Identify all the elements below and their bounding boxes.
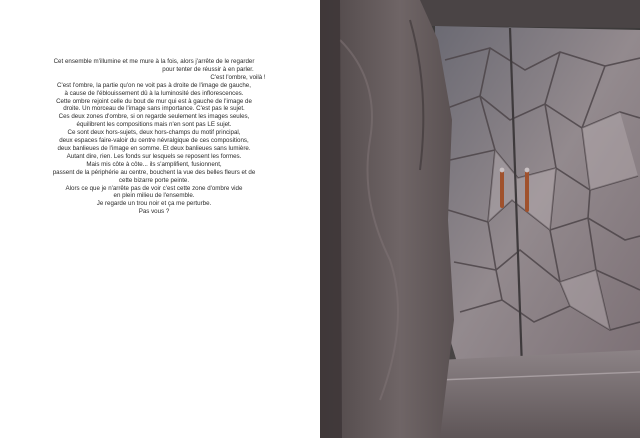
text-line: passent de la périphérie au centre, bouchent la vue des belles fleurs et de [52,168,256,176]
stone-ledge [415,0,640,28]
text-line: Autant dire, rien. Les fonds sur lesquels se reposent les formes. [66,152,242,160]
stone-step [438,350,640,438]
poem-text [28,58,280,216]
text-line: droite. Un morceau de l'image sans importance. C'est pas le sujet. [63,105,245,113]
text-line: Pas vous ? [138,208,170,216]
text-line: Ce sont deux hors-sujets, deux hors-champs du motif principal, [67,129,241,137]
text-line: deux banlieues de l'image en somme. Et deux banlieues sans lumière. [57,144,251,152]
text-line: à cause de l'éblouissement dû à la luminosité des inflorescences. [64,89,244,97]
painted-door-photo [320,0,640,438]
text-line: deux espaces faire-valoir du centre névralgique de ces compositions, [59,137,249,145]
text-line: en plein milieu de l'ensemble. [113,192,195,200]
text-line: pour tenter de réussir à en parler. [162,65,254,73]
text-line: C'est l'ombre, la partie qu'on ne voit pas à droite de l'image de gauche, [57,81,251,89]
door-handle-right-icon [525,168,529,212]
text-line: Ces deux zones d'ombre, si on regarde seulement les images seules, [58,113,250,121]
text-line: Cet ensemble m'illumine et me mure à la fois, alors j'arrête de le regarder [53,58,255,65]
text-line: Je regarde un trou noir et ça me perturbe. [96,200,212,208]
handle-bolt-icon [525,168,530,173]
text-line: Alors ce que je n'arrête pas de voir c'est cette zone d'ombre vide [65,184,243,192]
right-page-photo [320,0,640,438]
text-line: C'est l'ombre, voilà ! [210,73,266,81]
text-line: Mais mis côte à côte... ils s'amplifient, fusionnent, [86,160,222,168]
text-line: Cette ombre rejoint celle du bout de mur qui est à gauche de l'image de [56,97,252,105]
rock-shadow [320,0,342,438]
text-line: équilibrent les compositions mais n'en sont pas LE sujet. [76,121,232,129]
text-line: cette bizarre porte peinte. [118,176,190,184]
door-handle-left-icon [500,168,504,208]
handle-bolt-icon [500,168,505,173]
